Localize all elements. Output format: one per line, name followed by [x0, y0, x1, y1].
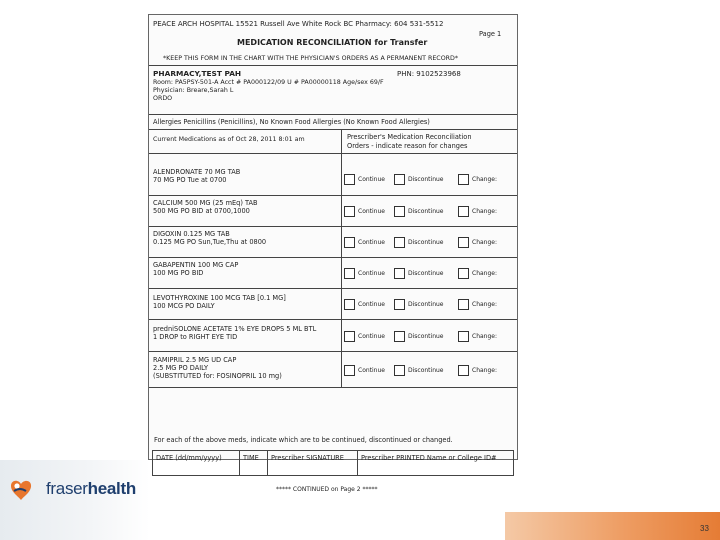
- fraser-health-logo: [8, 477, 148, 503]
- hospital-header: PEACE ARCH HOSPITAL 15521 Russell Ave White Rock BC Pharmacy: 604 531-5512: [153, 20, 444, 28]
- medication-name: CALCIUM 500 MG (25 mEq) TAB: [153, 199, 258, 207]
- change-checkbox[interactable]: [458, 174, 469, 185]
- patient-name: PHARMACY,TEST PAH: [153, 69, 242, 78]
- continue-checkbox[interactable]: [344, 365, 355, 376]
- form-title: MEDICATION RECONCILIATION for Transfer: [237, 38, 428, 47]
- discontinue-label: Discontinue: [408, 270, 444, 277]
- change-label: Change:: [472, 208, 497, 215]
- fraser-health-heart-icon: [8, 477, 40, 503]
- continue-checkbox[interactable]: [344, 174, 355, 185]
- slide-number: 33: [700, 524, 709, 533]
- change-checkbox[interactable]: [458, 206, 469, 217]
- sig-printed-name-field[interactable]: Prescriber PRINTED Name or College ID#: [361, 454, 497, 462]
- continue-label: Continue: [358, 208, 385, 215]
- current-meds-header: Current Medications as of Oct 28, 2011 8:01 am: [153, 136, 305, 143]
- discontinue-checkbox[interactable]: [394, 268, 405, 279]
- page-indicator: Page 1: [479, 30, 502, 38]
- continue-checkbox[interactable]: [344, 331, 355, 342]
- prescriber-header-line2: Orders - indicate reason for changes: [347, 142, 468, 150]
- continue-checkbox[interactable]: [344, 237, 355, 248]
- medication-name: RAMIPRIL 2.5 MG UD CAP: [153, 356, 237, 364]
- discontinue-checkbox[interactable]: [394, 365, 405, 376]
- discontinue-label: Discontinue: [408, 367, 444, 374]
- patient-room-account: Room: PA5PSY-501-A Acct # PA000122/09 U # PA00000118 Age/sex 69/F: [153, 79, 384, 86]
- patient-physician: Physician: Breare,Sarah L: [153, 87, 234, 94]
- discontinue-checkbox[interactable]: [394, 237, 405, 248]
- logo-text: [46, 479, 136, 499]
- change-label: Change:: [472, 270, 497, 277]
- discontinue-label: Discontinue: [408, 208, 444, 215]
- medication-dose: 1 DROP to RIGHT EYE TID: [153, 333, 238, 341]
- signature-table: [152, 450, 514, 476]
- logo-word-health: health: [87, 479, 136, 498]
- change-label: Change:: [472, 176, 497, 183]
- continue-label: Continue: [358, 301, 385, 308]
- discontinue-label: Discontinue: [408, 301, 444, 308]
- discontinue-checkbox[interactable]: [394, 331, 405, 342]
- keep-form-note: *KEEP THIS FORM IN THE CHART WITH THE PHYSICIAN'S ORDERS AS A PERMANENT RECORD*: [163, 55, 459, 62]
- medication-name: GABAPENTIN 100 MG CAP: [153, 261, 239, 269]
- change-checkbox[interactable]: [458, 299, 469, 310]
- change-checkbox[interactable]: [458, 331, 469, 342]
- change-label: Change:: [472, 239, 497, 246]
- continue-label: Continue: [358, 239, 385, 246]
- medication-dose: 100 MG PO BID: [153, 269, 204, 277]
- medication-dose: 2.5 MG PO DAILY: [153, 364, 208, 372]
- patient-phn: PHN: 9102523968: [397, 70, 461, 78]
- sig-signature-field[interactable]: Prescriber SIGNATURE: [271, 454, 344, 462]
- sig-time-field[interactable]: TIME: [243, 454, 259, 462]
- ordo-label: ORDO: [153, 95, 173, 102]
- logo-word-fraser: fraser: [46, 479, 88, 498]
- prescriber-header-line1: Prescriber's Medication Reconciliation: [347, 133, 472, 141]
- change-label: Change:: [472, 367, 497, 374]
- medication-name: ALENDRONATE 70 MG TAB: [153, 168, 241, 176]
- discontinue-label: Discontinue: [408, 239, 444, 246]
- change-checkbox[interactable]: [458, 237, 469, 248]
- medication-name: LEVOTHYROXINE 100 MCG TAB [0.1 MG]: [153, 294, 286, 302]
- discontinue-checkbox[interactable]: [394, 174, 405, 185]
- medication-dose: 70 MG PO Tue at 0700: [153, 176, 227, 184]
- continue-label: Continue: [358, 270, 385, 277]
- continue-label: Continue: [358, 176, 385, 183]
- sig-date-field[interactable]: DATE (dd/mm/yyyy): [156, 454, 222, 462]
- instruction-text: For each of the above meds, indicate which are to be continued, discontinued or changed.: [154, 436, 453, 444]
- continued-note: ***** CONTINUED on Page 2 *****: [276, 486, 378, 493]
- medication-reconciliation-form: [148, 14, 518, 460]
- allergies-line: Allergies Penicillins (Penicillins), No Known Food Allergies (No Known Food Allergies): [153, 118, 430, 126]
- medication-dose: 500 MG PO BID at 0700,1000: [153, 207, 250, 215]
- medication-dose: 100 MCG PO DAILY: [153, 302, 215, 310]
- change-label: Change:: [472, 301, 497, 308]
- continue-checkbox[interactable]: [344, 268, 355, 279]
- continue-checkbox[interactable]: [344, 206, 355, 217]
- continue-label: Continue: [358, 367, 385, 374]
- medication-dose: 0.125 MG PO Sun,Tue,Thu at 0800: [153, 238, 267, 246]
- continue-checkbox[interactable]: [344, 299, 355, 310]
- change-checkbox[interactable]: [458, 268, 469, 279]
- change-label: Change:: [472, 333, 497, 340]
- medication-name: DIGOXIN 0.125 MG TAB: [153, 230, 230, 238]
- discontinue-label: Discontinue: [408, 176, 444, 183]
- continue-label: Continue: [358, 333, 385, 340]
- discontinue-label: Discontinue: [408, 333, 444, 340]
- form-signature-section: [148, 430, 516, 500]
- discontinue-checkbox[interactable]: [394, 206, 405, 217]
- change-checkbox[interactable]: [458, 365, 469, 376]
- discontinue-checkbox[interactable]: [394, 299, 405, 310]
- medication-name: predniSOLONE ACETATE 1% EYE DROPS 5 ML BTL: [153, 325, 317, 333]
- slide-footer-bar: [505, 512, 720, 540]
- medication-substitution: (SUBSTITUTED for: FOSINOPRIL 10 mg): [153, 372, 282, 380]
